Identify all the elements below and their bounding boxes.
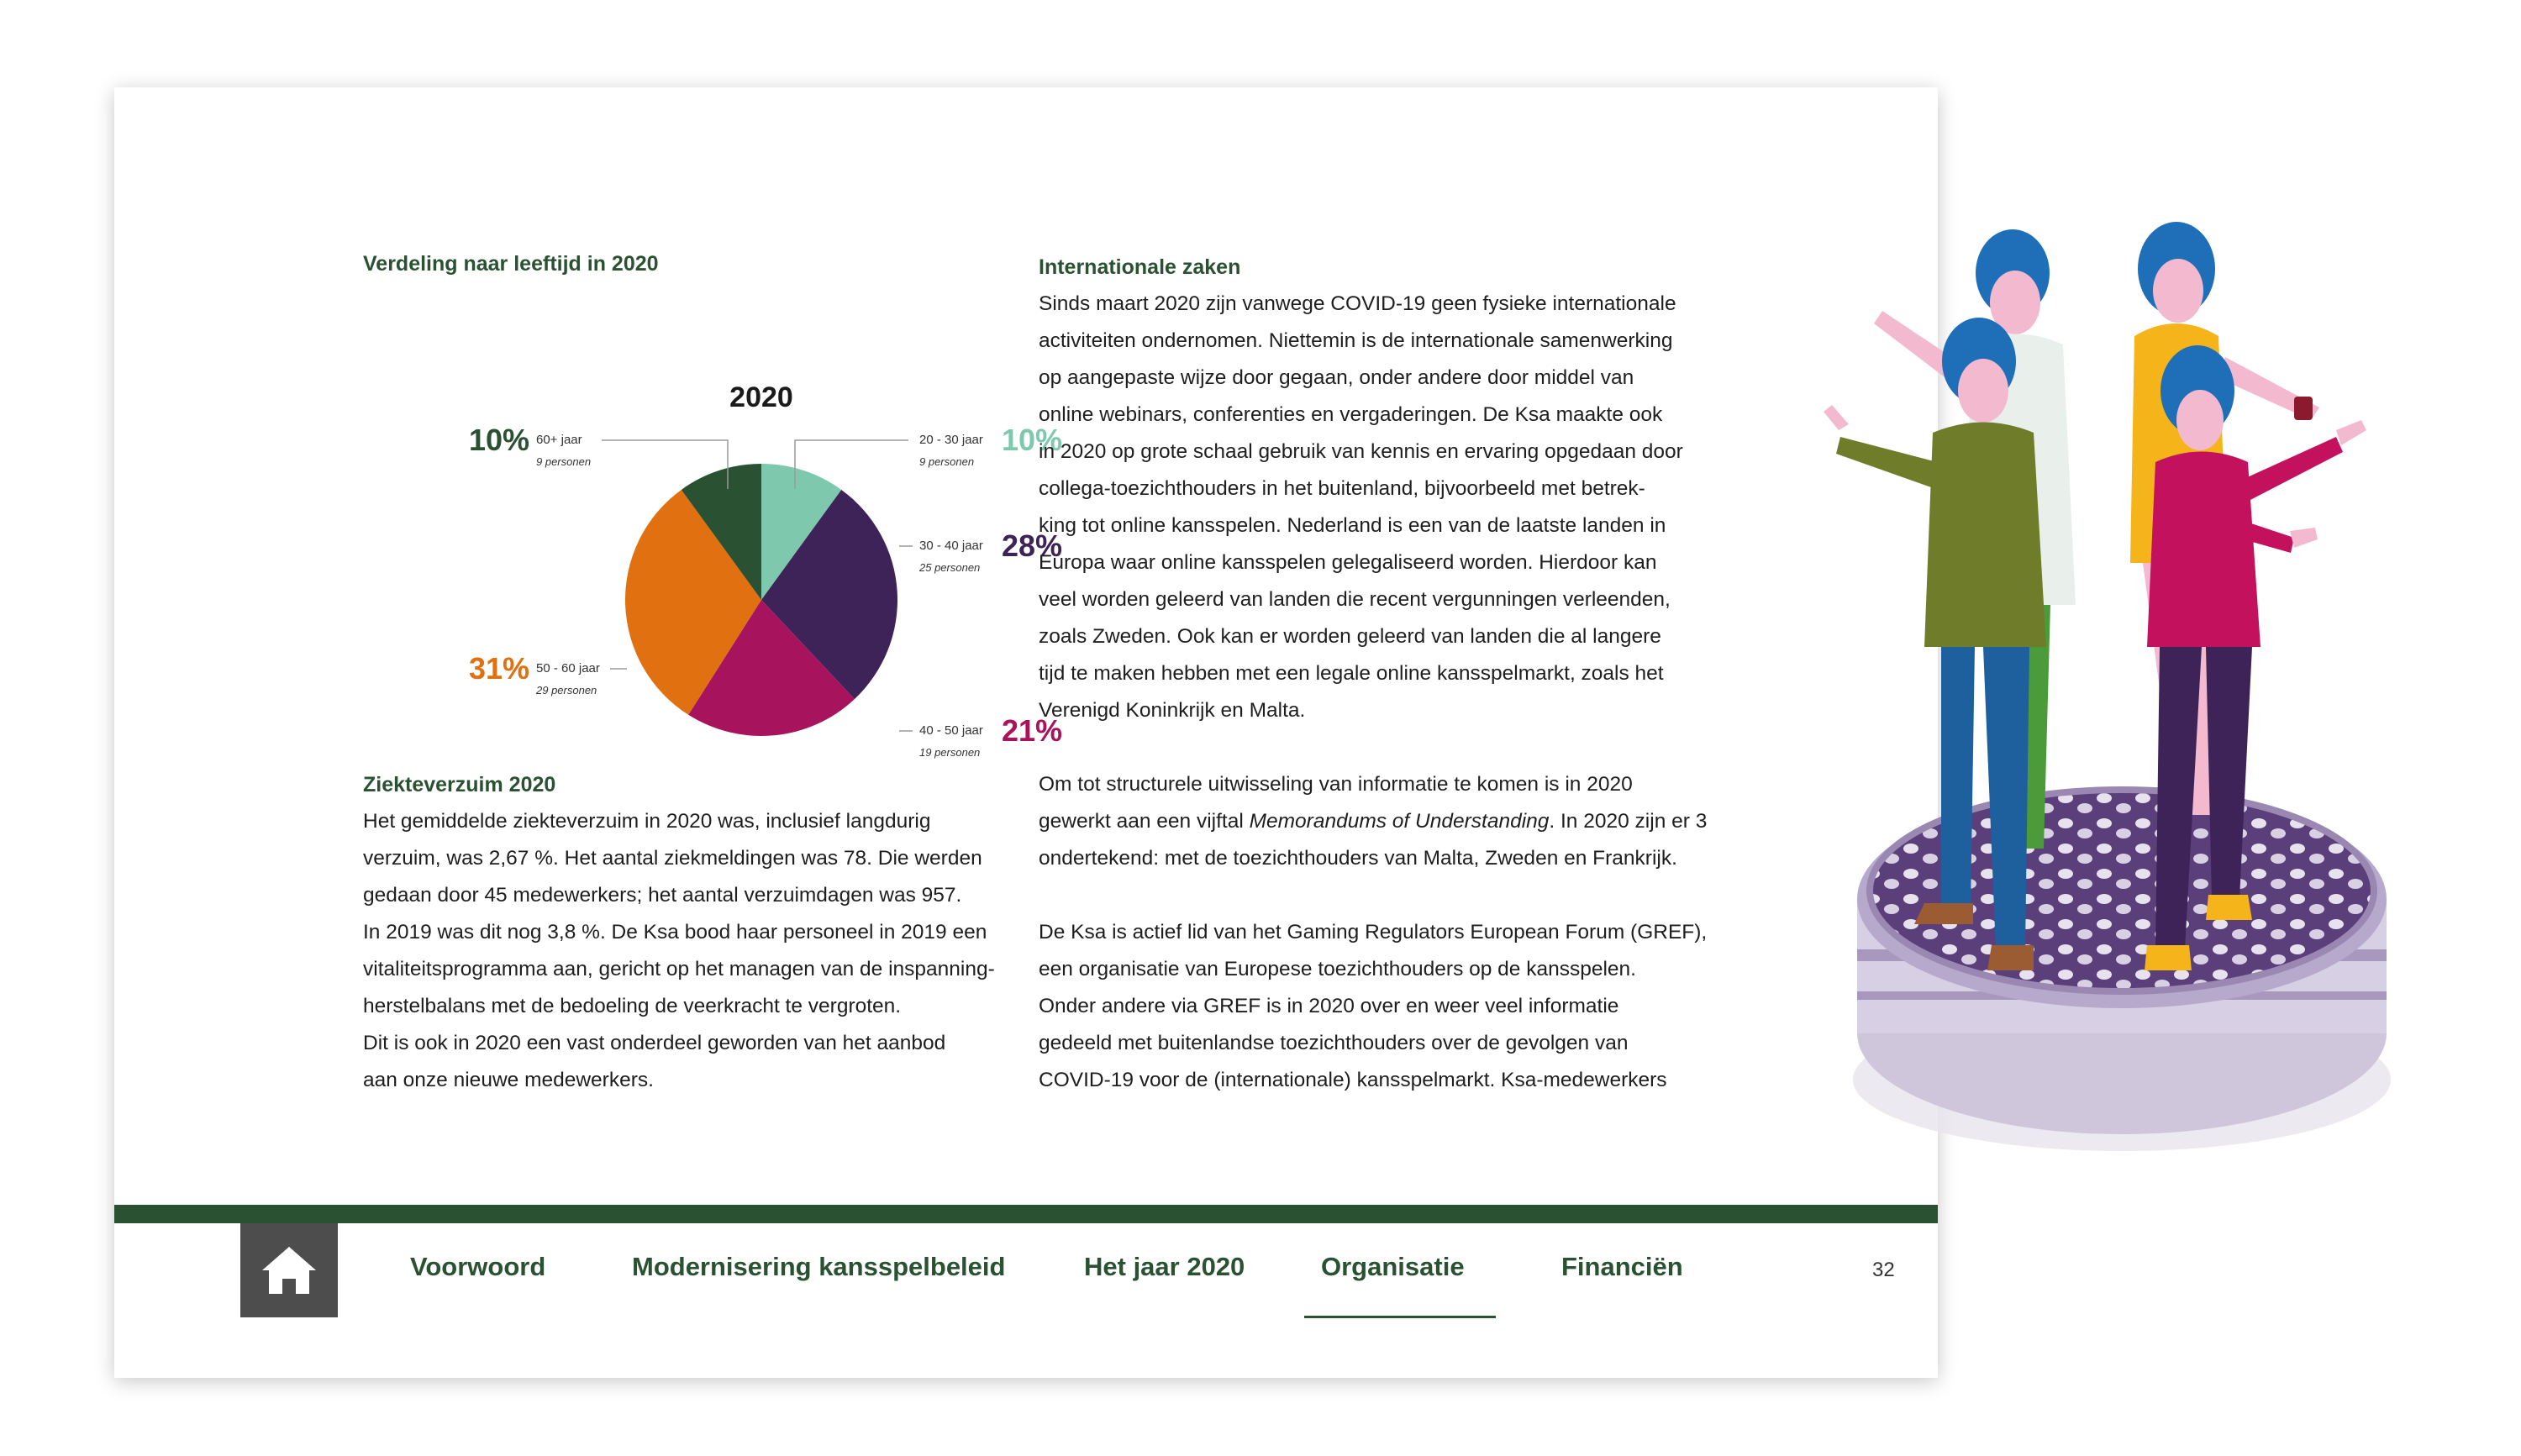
- text-line: herstelbalans met de bedoeling de veerkracht te vergroten.: [363, 995, 902, 1017]
- slice-persons-label: 25 personen: [919, 561, 981, 574]
- slice-percent-label: 28%: [1002, 528, 1063, 563]
- text-line: verzuim, was 2,67 %. Het aantal ziekmeldingen was 78. Die werden: [363, 847, 982, 870]
- pie-slices: [625, 464, 897, 736]
- text-line: ondertekend: met de toezichthouders van Malta, Zweden en Frankrijk.: [1039, 847, 1677, 870]
- nav-het-jaar-2020[interactable]: Het jaar 2020: [1084, 1252, 1245, 1281]
- text-fragment: . In 2020 zijn er 3: [1549, 810, 1708, 833]
- text-line: Sinds maart 2020 zijn vanwege COVID-19 geen fysieke internationale: [1039, 292, 1676, 315]
- slice-persons-label: 9 personen: [919, 455, 975, 468]
- sick-leave-section: [363, 766, 1002, 1099]
- text-line: activiteiten ondernomen. Niettemin is de internationale samenwerking: [1039, 329, 1673, 352]
- slice-age-label: 60+ jaar: [536, 433, 582, 447]
- slice-percent-label: 21%: [1002, 713, 1063, 748]
- bottom-navigation: [114, 1223, 1938, 1378]
- text-fragment: gewerkt aan een vijftal: [1039, 810, 1250, 833]
- footer-divider-bar: [114, 1205, 1938, 1223]
- text-line: gedeeld met buitenlandse toezichthouders over de gevolgen van: [1039, 1032, 1629, 1054]
- text-line: vitaliteitsprogramma aan, gericht op het managen van de inspanning-: [363, 958, 995, 980]
- slice-percent-label: 10%: [1002, 423, 1063, 457]
- page-number: 32: [1872, 1259, 1895, 1281]
- text-line: veel worden geleerd van landen die recent vergunningen verleenden,: [1039, 588, 1671, 611]
- slice-age-label: 20 - 30 jaar: [919, 433, 983, 447]
- chart-title: 2020: [729, 381, 793, 413]
- nav-financien[interactable]: Financiën: [1561, 1252, 1683, 1281]
- international-section: [1039, 249, 1711, 1099]
- text-line: Om tot structurele uitwisseling van informatie te komen is in 2020: [1039, 773, 1633, 796]
- mou-italic: Memorandums of Understanding: [1249, 810, 1550, 833]
- text-line: tijd te maken hebben met een legale online kansspelmarkt, zoals het: [1039, 662, 1664, 685]
- nav-modernisering-kansspelbeleid[interactable]: Modernisering kansspelbeleid: [632, 1252, 1006, 1281]
- slice-percent-label: 31%: [468, 651, 529, 686]
- text-line: zoals Zweden. Ook kan er worden geleerd van landen die al langere: [1039, 625, 1661, 648]
- nav-active-underline: [1304, 1316, 1496, 1318]
- chart-heading-text: Verdeling naar leeftijd in 2020: [363, 252, 659, 276]
- slice-age-label: 50 - 60 jaar: [536, 661, 600, 675]
- report-page: [114, 87, 1938, 1378]
- text-line: Onder andere via GREF is in 2020 over en weer veel informatie: [1039, 995, 1619, 1017]
- sick-leave-heading: Ziekteverzuim 2020: [363, 773, 556, 796]
- text-line: Het gemiddelde ziekteverzuim in 2020 was, inclusief langdurig: [363, 810, 931, 833]
- slice-age-label: 30 - 40 jaar: [919, 539, 983, 553]
- people-on-platform-illustration: [1824, 210, 2412, 1176]
- text-line: online webinars, conferenties en vergaderingen. De Ksa maakte ook: [1039, 403, 1663, 426]
- text-line: een organisatie van Europese toezichthouders op de kansspelen.: [1039, 958, 1636, 980]
- nav-organisatie[interactable]: Organisatie: [1321, 1252, 1465, 1281]
- text-line: Dit is ook in 2020 een vast onderdeel geworden van het aanbod: [363, 1032, 946, 1054]
- sick-leave-text: [363, 803, 1002, 1099]
- slice-persons-label: 29 personen: [536, 684, 597, 696]
- text-line: [1039, 803, 1711, 840]
- text-line: In 2019 was dit nog 3,8 %. De Ksa bood haar personeel in 2019 een: [363, 921, 987, 944]
- text-line: king tot online kansspelen. Nederland is een van de laatste landen in: [1039, 514, 1666, 537]
- slice-persons-label: 19 personen: [919, 746, 981, 759]
- text-line: aan onze nieuwe medewerkers.: [363, 1069, 654, 1091]
- home-button[interactable]: [240, 1223, 338, 1317]
- chart-section-heading: [363, 252, 659, 276]
- slice-percent-label: 10%: [468, 423, 529, 457]
- slice-age-label: 40 - 50 jaar: [919, 723, 983, 738]
- international-text: [1039, 286, 1711, 1099]
- international-heading: Internationale zaken: [1039, 255, 1241, 279]
- text-line: De Ksa is actief lid van het Gaming Regulators European Forum (GREF),: [1039, 921, 1708, 944]
- text-line: Verenigd Koninkrijk en Malta.: [1039, 699, 1306, 722]
- text-line: in 2020 op grote schaal gebruik van kennis en ervaring opgedaan door: [1039, 440, 1683, 463]
- text-line: collega-toezichthouders in het buitenland, bijvoorbeeld met betrek-: [1039, 477, 1645, 500]
- text-line: op aangepaste wijze door gegaan, onder andere door middel van: [1039, 366, 1634, 389]
- text-line: gedaan door 45 medewerkers; het aantal verzuimdagen was 957.: [363, 884, 962, 907]
- text-line: COVID-19 voor de (internationale) kansspelmarkt. Ksa-medewerkers: [1039, 1069, 1667, 1091]
- text-line: Europa waar online kansspelen gelegaliseerd worden. Hierdoor kan: [1039, 551, 1657, 574]
- nav-voorwoord[interactable]: Voorwoord: [410, 1252, 546, 1281]
- home-icon: [259, 1243, 319, 1297]
- slice-persons-label: 9 personen: [536, 455, 592, 468]
